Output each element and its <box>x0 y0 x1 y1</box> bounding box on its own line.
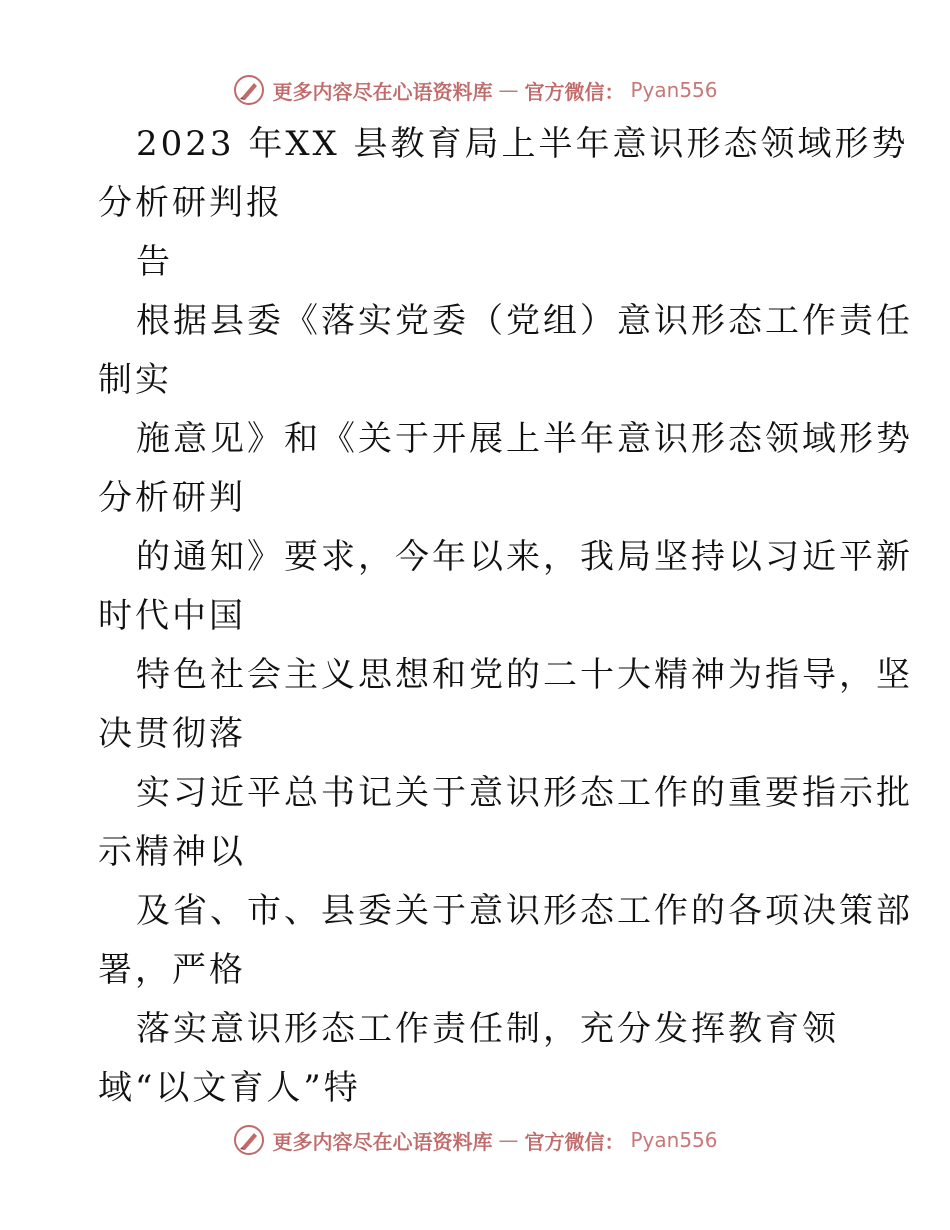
watermark-separator: — <box>498 1128 519 1152</box>
watermark-label: 官方微信： <box>524 1129 625 1154</box>
pen-logo-icon <box>232 1123 266 1157</box>
text-line: 根据县委《落实党委（党组）意识形态工作责任 <box>136 301 913 341</box>
text-line: 决贯彻落 <box>98 714 246 754</box>
text-line: 示精神以 <box>98 832 246 872</box>
text-line: 实习近平总书记关于意识形态工作的重要指示批 <box>136 773 913 813</box>
watermark-text: 更多内容尽在心语资料库 <box>272 1129 493 1154</box>
watermark-label: 官方微信： <box>524 79 625 104</box>
text-line: 落实意识形态工作责任制，充分发挥教育领 <box>136 1009 839 1049</box>
text-line: 分析研判 <box>98 478 246 518</box>
text-line: 及省、市、县委关于意识形态工作的各项决策部 <box>136 891 913 931</box>
text-line: 的通知》要求，今年以来，我局坚持以习近平新 <box>136 537 913 577</box>
header-watermark <box>0 70 950 110</box>
text-line: 时代中国 <box>98 596 246 636</box>
watermark-id: Pyan556 <box>630 78 718 102</box>
footer-watermark <box>0 1120 950 1160</box>
text-line: 分析研判报 <box>98 183 283 223</box>
text-line: 署，严格 <box>98 950 246 990</box>
text-line: 2023 年XX 县教育局上半年意识形态领域形势 <box>136 124 909 164</box>
text-line: 告 <box>136 242 173 282</box>
text-line: 制实 <box>98 360 172 400</box>
watermark-id: Pyan556 <box>630 1128 718 1152</box>
text-line: 特色社会主义思想和党的二十大精神为指导，坚 <box>136 655 913 695</box>
text-line: 域“以文育人”特 <box>98 1068 361 1108</box>
watermark-separator: — <box>498 78 519 102</box>
pen-logo-icon <box>232 73 266 107</box>
text-line: 施意见》和《关于开展上半年意识形态领域形势 <box>136 419 913 459</box>
document-body <box>98 115 913 1118</box>
watermark-text: 更多内容尽在心语资料库 <box>272 79 493 104</box>
